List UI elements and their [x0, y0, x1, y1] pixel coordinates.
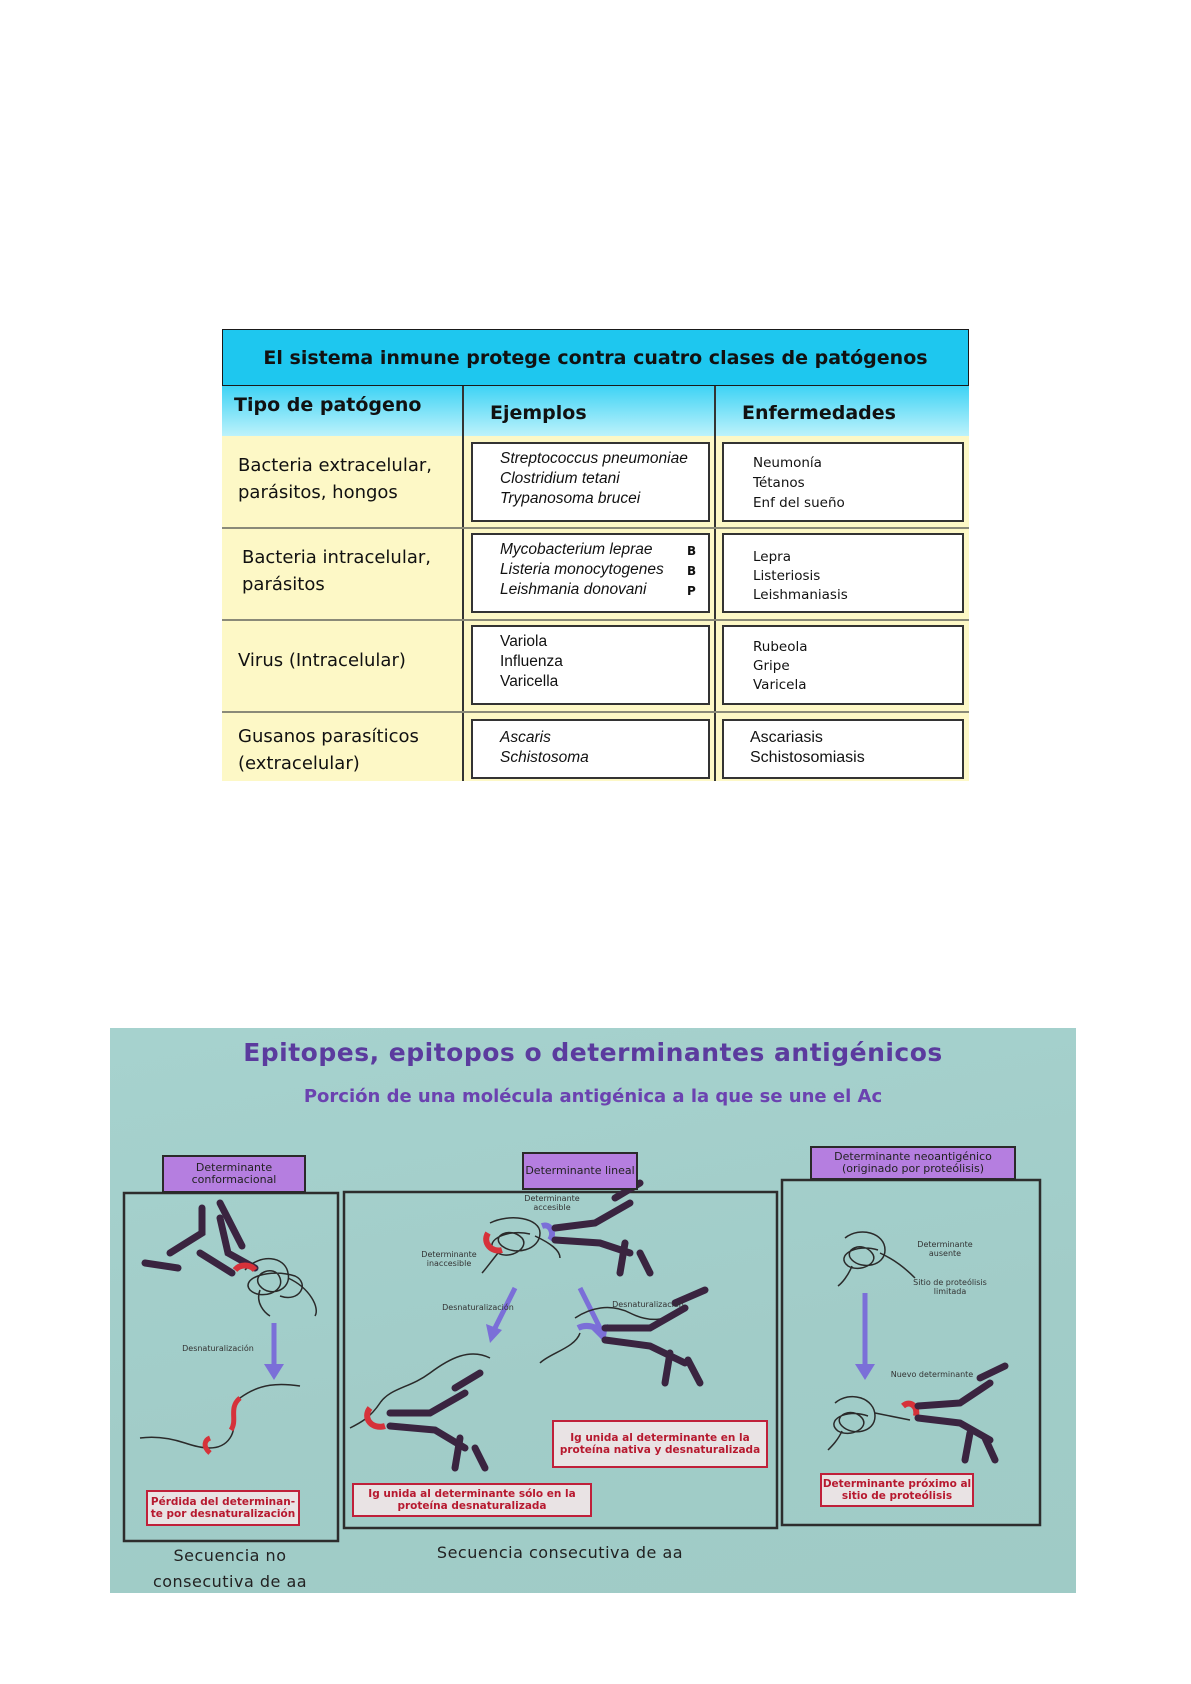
denature-label: Desnaturalización	[182, 1344, 254, 1353]
table-row	[222, 713, 969, 781]
epitope-mark	[903, 1404, 916, 1416]
example-organism: Trypanosoma brucei	[500, 490, 641, 507]
folded-protein-icon	[838, 1232, 915, 1286]
denatured-chain-icon	[140, 1384, 300, 1448]
epitope-mark	[367, 1408, 385, 1427]
organism-class-tag: B	[687, 564, 697, 578]
conformational-label: Determinante conformacional	[162, 1155, 306, 1193]
organism-class-tag: P	[687, 584, 696, 598]
disease-name: Listeriosis	[753, 568, 821, 584]
pathogen-table	[222, 329, 969, 781]
neoantigenic-label: Determinante neoantigénico (originado por proteólisis)	[810, 1146, 1016, 1180]
example-organism: Clostridium tetani	[500, 470, 620, 487]
examples-cell	[471, 719, 710, 779]
diseases-cell	[722, 533, 964, 613]
disease-name: Varicela	[753, 677, 807, 693]
diseases-cell	[722, 625, 964, 705]
pathogen-type-cell	[238, 723, 458, 777]
example-organism: Ascaris	[500, 729, 551, 746]
pathogen-type-cell	[238, 452, 458, 506]
organism-class-tag: B	[687, 544, 697, 558]
header-examples: Ejemplos	[490, 402, 587, 424]
table-row	[222, 529, 969, 620]
pathogen-type-line: Bacteria extracelular,	[238, 455, 432, 476]
antibody-icon	[918, 1366, 1005, 1460]
disease-name: Schistosomiasis	[750, 749, 865, 766]
new-determinant-label: Nuevo determinante	[890, 1370, 974, 1379]
table-title: El sistema inmune protege contra cuatro clases de patógenos	[222, 329, 969, 386]
inaccessible-determinant-label: Determinante inaccesible	[421, 1250, 477, 1268]
denature-right-label: Desnaturalización	[612, 1300, 684, 1309]
linear-label: Determinante lineal	[522, 1152, 638, 1190]
loss-of-determinant-label: Pérdida del determinan- te por desnaturalización	[146, 1490, 300, 1526]
disease-name: Lepra	[753, 549, 791, 565]
pathogen-type-cell	[238, 647, 458, 674]
disease-name: Leishmaniasis	[753, 587, 848, 603]
accessible-determinant-label: Determinante accesible	[524, 1194, 580, 1212]
disease-name: Enf del sueño	[753, 495, 845, 511]
consecutive-sequence-label: Secuencia consecutiva de aa	[436, 1543, 684, 1562]
non-consecutive-sequence-label: Secuencia no consecutiva de aa	[152, 1546, 308, 1591]
pathogen-type-line: (extracelular)	[238, 753, 360, 774]
epitope-mark	[542, 1225, 552, 1240]
native-and-denatured-binding-label: Ig unida al determinante en la proteína nativa y desnaturalizada	[552, 1420, 768, 1468]
examples-cell	[471, 533, 710, 613]
pathogen-type-cell	[242, 544, 462, 598]
diseases-cell	[722, 719, 964, 779]
example-organism: Schistosoma	[500, 749, 589, 766]
disease-name: Neumonía	[753, 455, 822, 471]
pathogen-type-line: Gusanos parasíticos	[238, 726, 419, 747]
epitope-mark	[231, 1398, 240, 1430]
slide-subtitle: Porción de una molécula antigénica a la que se une el Ac	[303, 1086, 883, 1107]
header-diseases: Enfermedades	[742, 402, 896, 424]
arrow-head-icon	[264, 1364, 284, 1380]
table-header-row	[222, 386, 969, 436]
diseases-cell	[722, 442, 964, 522]
slide-title: Epitopes, epitopos o determinantes antigénicos	[243, 1038, 943, 1067]
table-row	[222, 621, 969, 712]
example-organism: Leishmania donovani	[500, 581, 647, 598]
disease-name: Tétanos	[753, 475, 805, 491]
denature-left-label: Desnaturalización	[442, 1303, 514, 1312]
near-proteolysis-label: Determinante próximo al sitio de proteólisis	[820, 1473, 974, 1507]
panel-frame-conformational	[124, 1193, 338, 1541]
denatured-chain-icon	[350, 1354, 490, 1428]
example-organism: Varicella	[500, 673, 559, 690]
table-row	[222, 436, 969, 527]
disease-name: Rubeola	[753, 639, 808, 655]
folded-protein-icon	[828, 1397, 910, 1450]
pathogen-type-line: parásitos	[242, 574, 325, 595]
header-pathogen-type: Tipo de patógeno	[234, 394, 422, 416]
example-organism: Influenza	[500, 653, 563, 670]
example-organism: Variola	[500, 633, 548, 650]
absent-determinant-label: Determinante ausente	[917, 1240, 973, 1258]
disease-name: Gripe	[753, 658, 790, 674]
disease-name: Ascariasis	[750, 729, 823, 746]
arrow-head-icon	[855, 1364, 875, 1380]
denatured-only-binding-label: Ig unida al determinante sólo en la proteína desnaturalizada	[352, 1483, 592, 1517]
examples-cell	[471, 625, 710, 705]
pathogen-type-line: parásitos, hongos	[238, 482, 398, 503]
pathogen-type-line: Virus (Intracelular)	[238, 650, 406, 671]
pathogen-type-line: Bacteria intracelular,	[242, 547, 431, 568]
antibody-icon	[145, 1203, 255, 1273]
epitope-mark	[578, 1326, 605, 1333]
epitope-mark	[205, 1438, 210, 1453]
epitope-slide	[110, 1028, 1076, 1593]
examples-cell	[471, 442, 710, 522]
example-organism: Listeria monocytogenes	[500, 561, 664, 578]
example-organism: Mycobacterium leprae	[500, 541, 653, 558]
denatured-chain-icon	[540, 1333, 580, 1363]
proteolysis-site-label: Sitio de proteólisis limitada	[913, 1278, 987, 1296]
example-organism: Streptococcus pneumoniae	[500, 450, 688, 467]
